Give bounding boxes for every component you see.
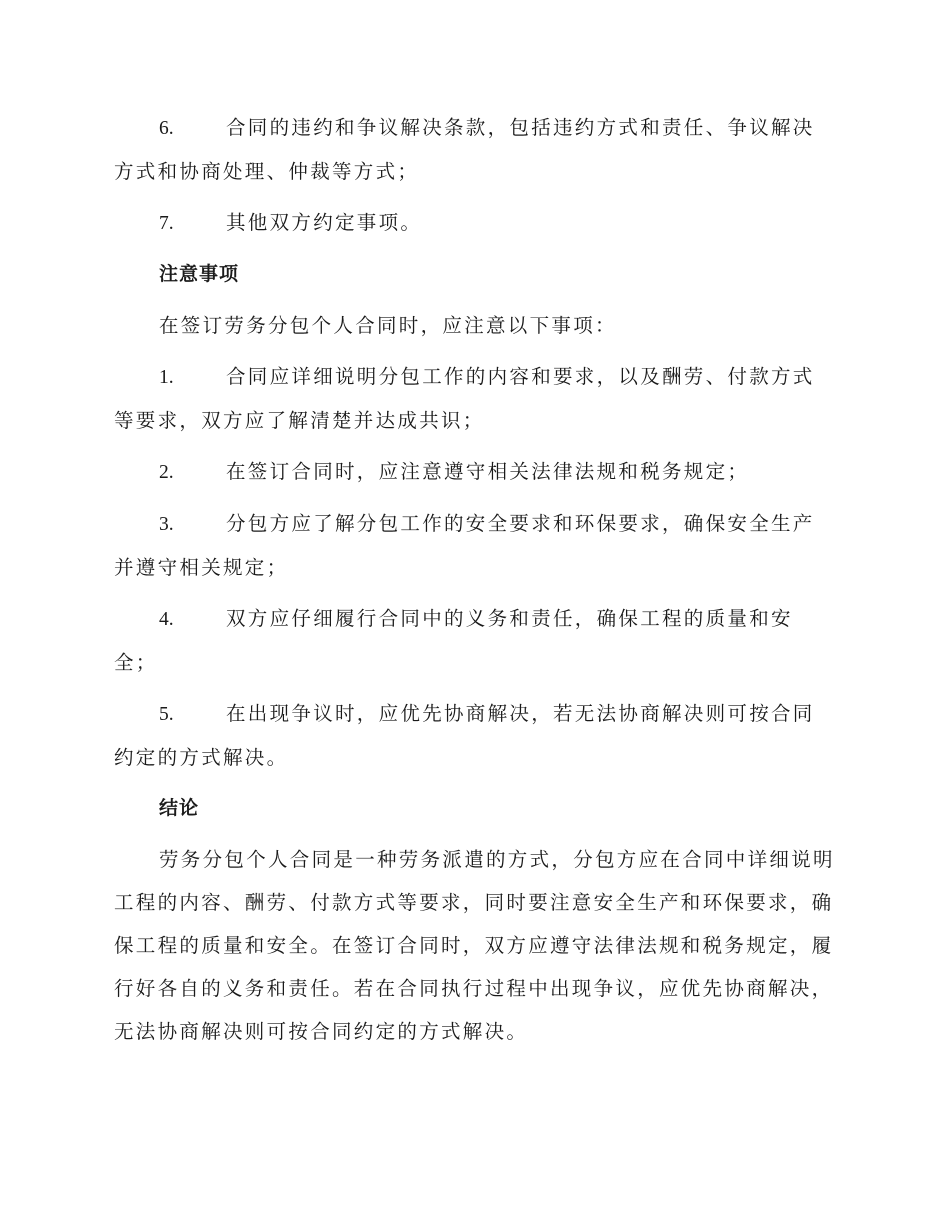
notes-item-3 xyxy=(114,502,836,589)
list-number: 4. xyxy=(159,609,174,630)
list-number: 2. xyxy=(159,462,174,483)
document-body xyxy=(114,106,836,1061)
list-number: 3. xyxy=(159,514,174,535)
list-number: 1. xyxy=(159,367,174,388)
list-item-7 xyxy=(114,201,836,245)
notes-item-5 xyxy=(114,692,836,779)
list-item-text: 其他双方约定事项。 xyxy=(226,211,423,234)
list-item-text: 分包方应了解分包工作的安全要求和环保要求，确保安全生产并遵守相关规定； xyxy=(114,512,815,579)
list-item-text: 双方应仔细履行合同中的义务和责任，确保工程的质量和安全； xyxy=(114,607,793,674)
list-number: 5. xyxy=(159,704,174,725)
list-item-text: 在出现争议时，应优先协商解决，若无法协商解决则可按合同约定的方式解决。 xyxy=(114,702,815,769)
notes-item-1 xyxy=(114,355,836,442)
list-item-text: 合同的违约和争议解决条款，包括违约方式和责任、争议解决方式和协商处理、仲裁等方式； xyxy=(114,116,815,183)
list-item-6 xyxy=(114,106,836,193)
list-item-text: 合同应详细说明分包工作的内容和要求，以及酬劳、付款方式等要求，双方应了解清楚并达成共识； xyxy=(114,365,815,432)
section-heading-conclusion: 结论 xyxy=(159,797,200,819)
list-number: 7. xyxy=(159,213,174,234)
conclusion-paragraph: 劳务分包个人合同是一种劳务派遣的方式，分包方应在合同中详细说明工程的内容、酬劳、付款方式等要求，同时要注意安全生产和环保要求，确保工程的质量和安全。在签订合同时，双方应遵守法律法规和税务规定，履行好各自的义务和责任。若在合同执行过程中出现争议，应优先协商解决，无法协商解决则可按合同约定的方式解决。 xyxy=(114,848,835,1043)
section-heading-notes: 注意事项 xyxy=(159,263,240,285)
list-number: 6. xyxy=(159,118,174,139)
notes-intro: 在签订劳务分包个人合同时，应注意以下事项： xyxy=(159,314,617,337)
list-item-text: 在签订合同时，应注意遵守相关法律法规和税务规定； xyxy=(226,460,750,483)
notes-item-4 xyxy=(114,597,836,684)
notes-item-2 xyxy=(114,450,836,494)
